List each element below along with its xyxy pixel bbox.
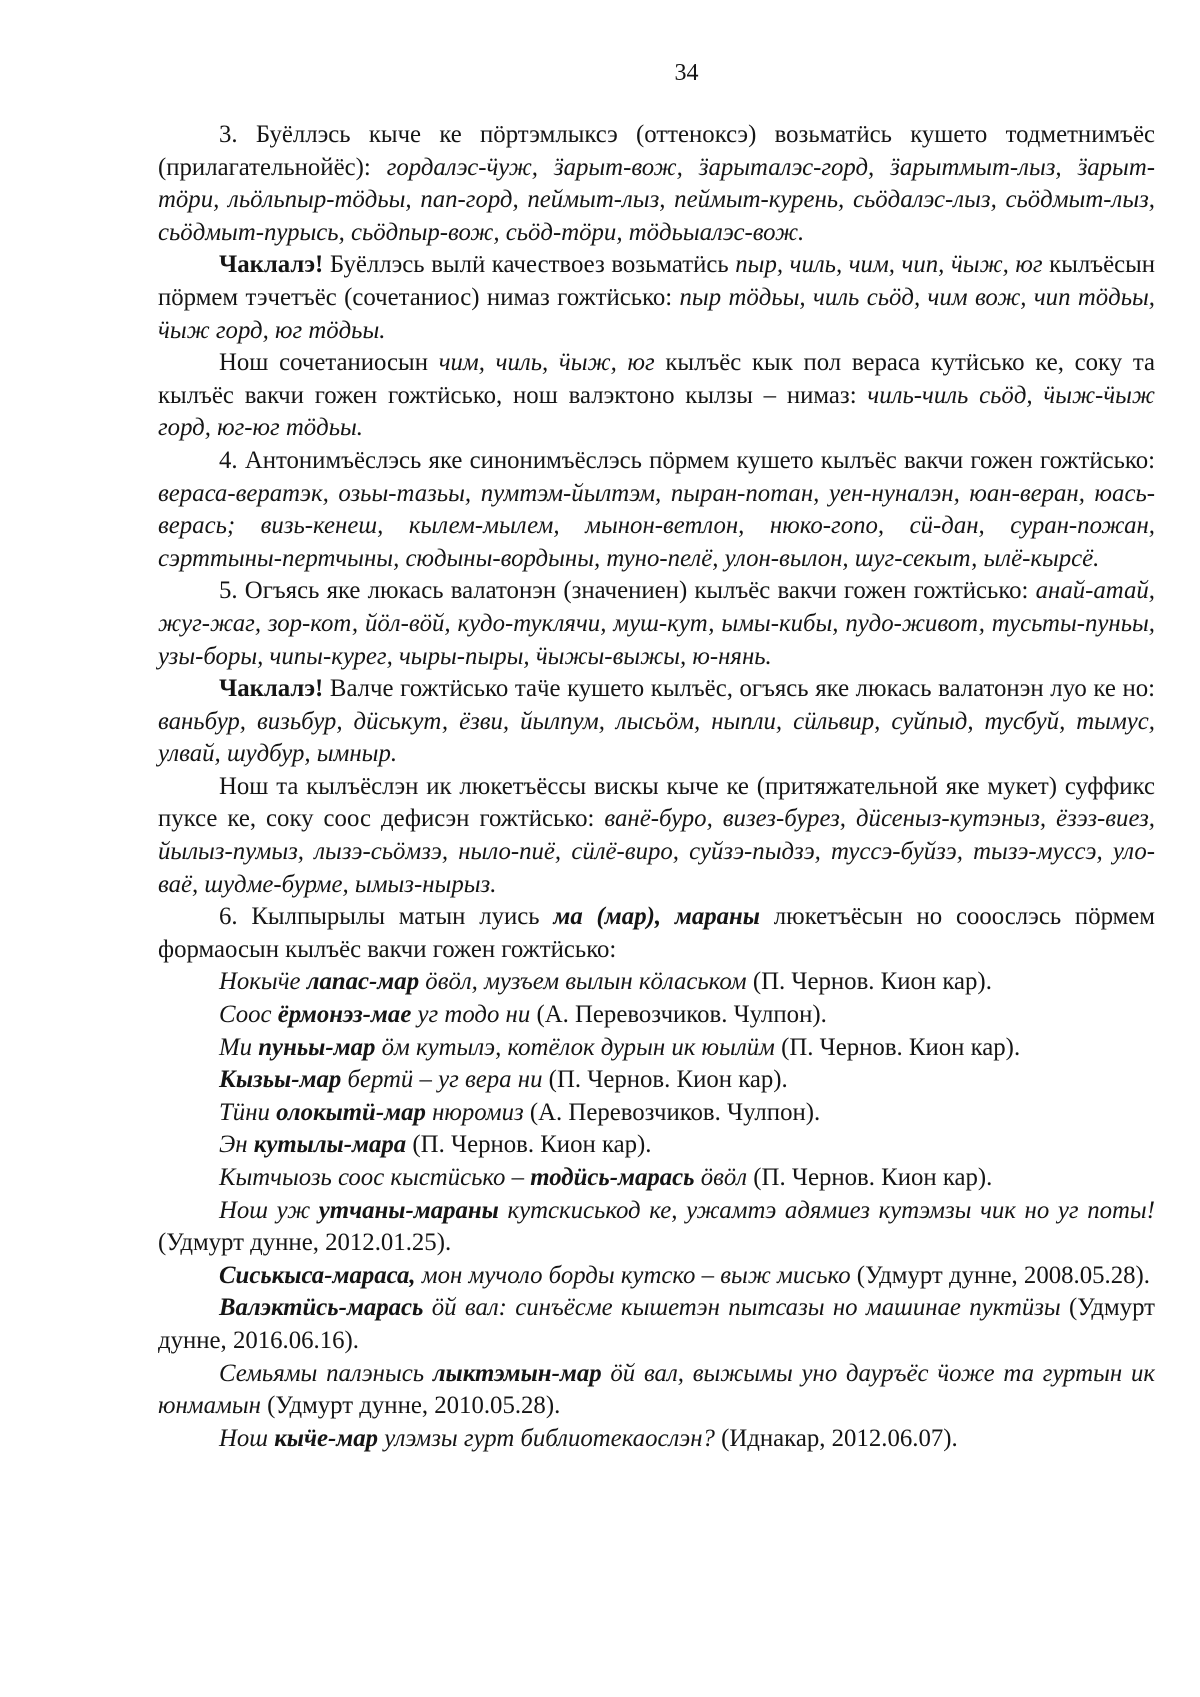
example-text: улэмзы гурт библиотекаослэн? [378, 1424, 715, 1452]
nosh-text-b: кылъёс кык пол вераса кутӥсько ке, соку та кылъёс вакчи гожен гожтӥсько, нош валэктоно кылзы – нимаз: [158, 349, 1155, 409]
example-text: Кытчыозь соос кыстӥсько – [219, 1164, 531, 1191]
example-source: (А. Перевозчиков. Чулпон). [523, 1098, 821, 1126]
example-source: (П. Чернов. Кион кар). [774, 1033, 1021, 1061]
item-6-bold-term: ма (мар), мараны [553, 903, 760, 931]
example-keyword: утчаны-мараны [318, 1196, 499, 1224]
item-3-examples: гордалэс-ӵуж, ӟарыт-вож, ӟарыталэс-горд, ӟарытмыт-лыз, ӟарыт-тӧри, льӧльпыр-тӧдьы, пап-горд, пеймыт-лыз, пеймыт-курень, сьӧдалэс-лыз, сьӧдмыт-лыз, сьӧдмыт-пурысь, сьӧдпыр-вож, сьӧд-тӧри, тӧдьыалэс-вож. [158, 153, 1155, 246]
example-sentence [158, 999, 1155, 1032]
example-source: (П. Чернов. Кион кар). [747, 1164, 993, 1191]
example-text: ӧвӧл [694, 1164, 748, 1191]
example-source: (П. Чернов. Кион кар). [406, 1131, 652, 1159]
example-source: (Удмурт дунне, 2016.06.16). [158, 1294, 1155, 1354]
note-1-text-a: Буёллэсь вылӥ качествоез возьматӥсь [323, 251, 736, 279]
paragraph-possessive [158, 771, 1155, 901]
note-1-text-b: кылъёсын пӧрмем тэчетъёс (сочетаниос) нимаз гожтӥсько: [158, 251, 1156, 311]
paragraph-note-1 [158, 249, 1155, 347]
example-sentence [158, 966, 1155, 999]
example-text: Семьямы палэнысь [219, 1359, 433, 1387]
example-sentence [158, 1064, 1155, 1097]
example-keyword: Валэктӥсь-марась [219, 1294, 424, 1322]
note-1-words-b: пыр тӧдьы, чиль сьӧд, чим вож, чип тӧдьы, ӵыж горд, юг тӧдьы. [158, 283, 1155, 344]
note-1-words-a: пыр, чиль, чим, чип, ӵыж, юг [735, 251, 1043, 279]
example-text: Ми [219, 1033, 259, 1061]
note-2-words: ваньбур, визьбур, дӥськут, ёзви, йылпум, лысьӧм, ныпли, сӥльвир, суйпыд, тусбуй, тымус, улвай, шудбур, ымныр. [158, 707, 1155, 768]
paragraph-item-4 [158, 445, 1155, 575]
example-source: (Удмурт дунне, 2010.05.28). [260, 1392, 561, 1420]
page-number: 34 [674, 60, 699, 86]
nosh-text-a: Нош сочетаниосын [219, 349, 439, 377]
example-keyword: олокытӥ-мар [276, 1098, 426, 1126]
paragraph-item-6 [158, 901, 1155, 966]
example-text: бертӥ – уг вера ни [341, 1066, 543, 1094]
example-text: ӧвӧл, музъем вылын кӧласьком [419, 968, 747, 996]
example-keyword: лапас-мар [306, 968, 420, 996]
example-text: уг тодо ни [411, 1001, 531, 1029]
example-text: Эн [219, 1131, 254, 1159]
paragraph-item-3 [158, 119, 1155, 249]
example-keyword: пуньы-мар [258, 1033, 376, 1061]
example-sentence [158, 1162, 1155, 1195]
item-4-text: 4. Антонимъёслэсь яке синонимъёслэсь пӧрмем кушето кылъёс вакчи гожен гожтӥсько: [219, 446, 1155, 474]
example-source: (П. Чернов. Кион кар). [542, 1066, 788, 1094]
possessive-text: Нош та кылъёслэн ик люкетъёссы вискы кыче ке (притяжательной яке мукет) суффикс пуксе ке, соку соос дефисэн гожтӥсько: [158, 772, 1155, 833]
item-6-text-b: люкетъёсын но сооослэсь пӧрмем формаосын кылъёс вакчи гожен гожтӥсько: [158, 903, 1156, 963]
example-text: Нокыӵе [219, 968, 307, 996]
example-sentence [158, 1129, 1155, 1162]
example-text: Соос [219, 1001, 278, 1029]
example-text: кутскиськод ке, ужамтэ адямиез кутэмзы чик но уг поты! [498, 1196, 1155, 1224]
note-label: Чаклалэ! [219, 251, 324, 279]
example-text: ӧй вал: синъёсме кышетэн пытсазы но машинае пуктӥзы [423, 1294, 1061, 1322]
example-sentence [158, 1097, 1155, 1130]
example-sentence [158, 1260, 1155, 1293]
example-sentence [158, 1032, 1155, 1065]
item-6-text-a: 6. Кылпырылы матын луись [219, 903, 554, 931]
example-text: ӧй вал, выжымы уно дауръёс ӵоже та гуртын ик юнмамын [158, 1359, 1155, 1420]
possessive-words: ванё-буро, визез-бурез, дӥсеныз-кутэныз, ёзэз-виез, йылыз-пумыз, лызэ-сьӧмзэ, ныло-пиё, сӥлё-виро, суйзэ-пыдзэ, туссэ-буйзэ, тызэ-муссэ, уло-ваё, шудме-бурме, ымыз-нырыз. [158, 805, 1155, 898]
example-keyword: ёрмонэз-мае [277, 1001, 412, 1029]
example-text: Тӥни [219, 1098, 277, 1126]
example-text: нюромиз [425, 1098, 524, 1126]
item-3-text: 3. Буёллэсь кыче ке пӧртэмлыксэ (оттеноксэ) возьматӥсь кушето тодметнимъёс (прилагательнойёс): [158, 121, 1155, 181]
item-4-examples: вераса-вератэк, озьы-тазьы, пумтэм-йылтэм, пыран-потан, уен-нуналэн, юан-веран, юась-верась; визь-кенеш, кылем-мылем, мынон-ветлон, нюко-гопо, сӥ-дан, суран-пожан, сэрттыны-пертчыны, сюдыны-вордыны, туно-пелё, улон-вылон, шуг-секыт, ылё-кырсё. [158, 479, 1155, 572]
example-text: ӧм кутылэ, котёлок дурын ик юылӥм [375, 1033, 775, 1061]
example-sentence [158, 1423, 1155, 1456]
example-source: (П. Чернов. Кион кар). [746, 968, 992, 996]
example-text: мон мучоло борды кутско – выж мисько [415, 1261, 851, 1289]
item-5-examples: анай-атай, жуг-жаг, зор-кот, йӧл-вӧй, кудо-туклячи, муш-кут, ымы-кибы, пудо-живот, тусьты-пуньы, узы-боры, чипы-курег, чыры-пыры, ӵыжы-выжы, ю-нянь. [158, 577, 1155, 670]
paragraph-note-2 [158, 673, 1155, 771]
example-sentence [158, 1195, 1155, 1260]
example-keyword: Кызьы-мар [219, 1066, 342, 1094]
nosh-words-b: чиль-чиль сьӧд, ӵыж-ӵыж горд, юг-юг тӧдьы. [158, 381, 1156, 442]
example-keyword: лыктэмын-мар [432, 1359, 602, 1387]
example-keyword: Сиськыса-мараса, [219, 1261, 416, 1289]
example-source: (Иднакар, 2012.06.07). [714, 1424, 958, 1452]
note-label: Чаклалэ! [219, 675, 324, 703]
example-source: (Удмурт дунне, 2008.05.28). [850, 1261, 1150, 1289]
example-text: Нош уж [219, 1196, 319, 1224]
example-keyword: кутылы-мара [253, 1131, 407, 1159]
nosh-words-a: чим, чиль, ӵыж, юг [438, 349, 655, 377]
example-keyword: тодӥсь-марась [530, 1164, 695, 1191]
example-text: Нош [219, 1424, 275, 1452]
example-sentence [158, 1292, 1155, 1357]
example-sentence [158, 1358, 1155, 1423]
example-source: (А. Перевозчиков. Чулпон). [530, 1001, 827, 1029]
example-keyword: кыӵе-мар [274, 1424, 379, 1452]
note-2-text: Валче гожтӥсько таӵе кушето кылъёс, огъясь яке люкась валатонэн луо ке но: [323, 675, 1155, 703]
item-5-text: 5. Огъясь яке люкась валатонэн (значениен) кылъёс вакчи гожен гожтӥсько: [219, 577, 1036, 605]
example-source: (Удмурт дунне, 2012.01.25). [158, 1229, 452, 1257]
paragraph-item-5 [158, 575, 1155, 673]
paragraph-nosh [158, 347, 1155, 445]
